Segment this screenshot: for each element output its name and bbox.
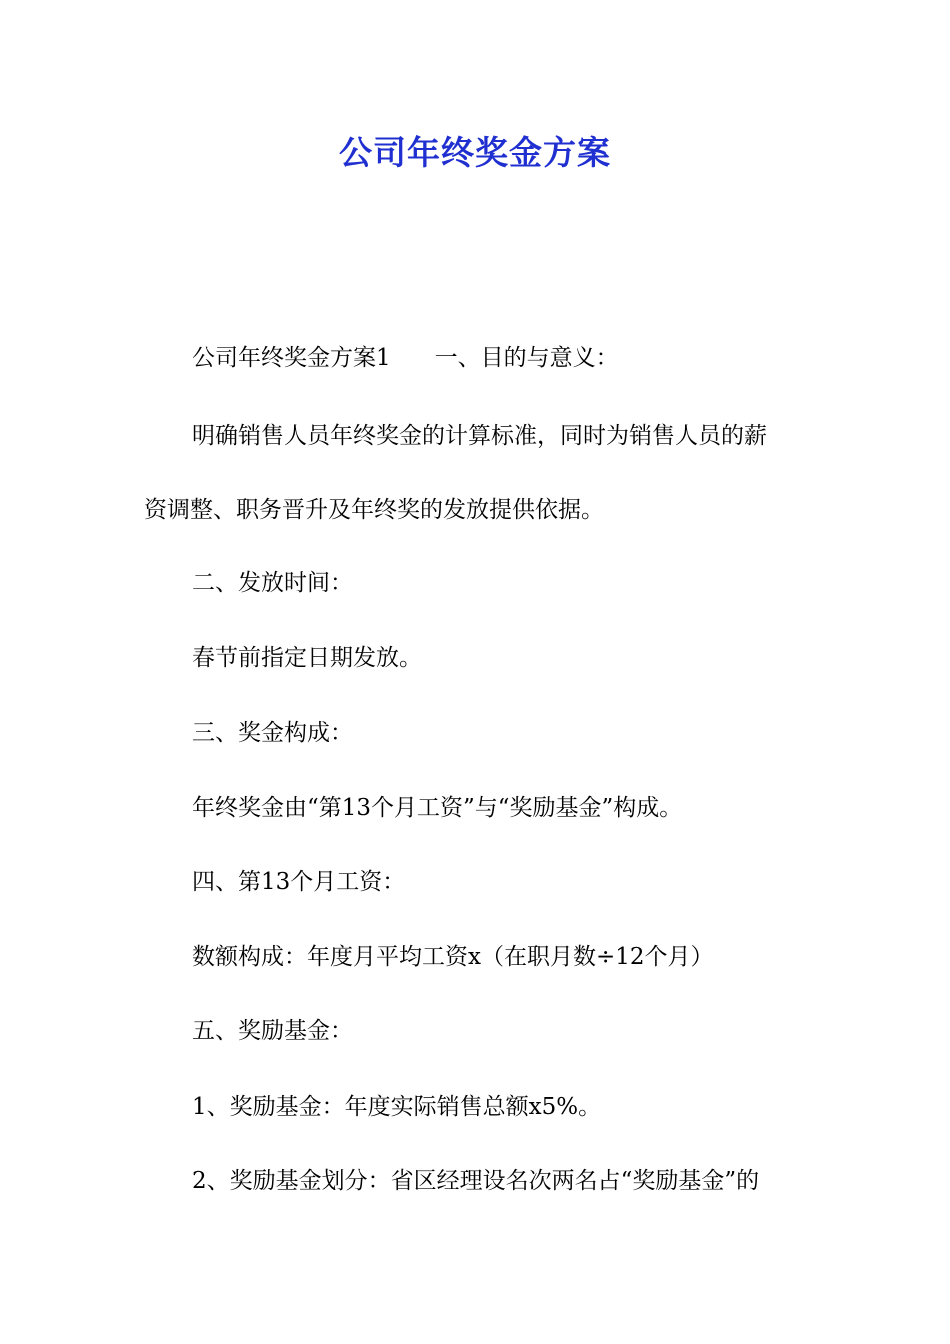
paragraph-line: 资调整、职务晋升及年终奖的发放提供依据。 bbox=[144, 497, 604, 523]
section-heading: 一、目的与意义： bbox=[434, 345, 619, 371]
section-heading: 三、奖金构成： bbox=[192, 720, 353, 746]
paragraph-line: 明确销售人员年终奖金的计算标准，同时为销售人员的薪 bbox=[192, 423, 767, 449]
paragraph-line: 春节前指定日期发放。 bbox=[192, 645, 422, 671]
paragraph-line: 年终奖金由“第13个月工资”与“奖励基金”构成。 bbox=[192, 795, 683, 821]
section-heading: 公司年终奖金方案1 bbox=[192, 345, 391, 371]
section-heading: 四、第13个月工资： bbox=[192, 869, 406, 895]
section-heading: 二、发放时间： bbox=[192, 570, 353, 596]
page-title: 公司年终奖金方案 bbox=[339, 133, 611, 172]
paragraph-line: 1、奖励基金：年度实际销售总额x5%。 bbox=[192, 1094, 602, 1120]
paragraph-line bbox=[192, 340, 872, 376]
section-heading: 五、奖励基金： bbox=[192, 1018, 353, 1044]
paragraph-line: 2、奖励基金划分：省区经理设名次两名占“奖励基金”的 bbox=[192, 1168, 760, 1194]
paragraph-line: 数额构成：年度月平均工资x（在职月数÷12个月） bbox=[192, 944, 714, 970]
